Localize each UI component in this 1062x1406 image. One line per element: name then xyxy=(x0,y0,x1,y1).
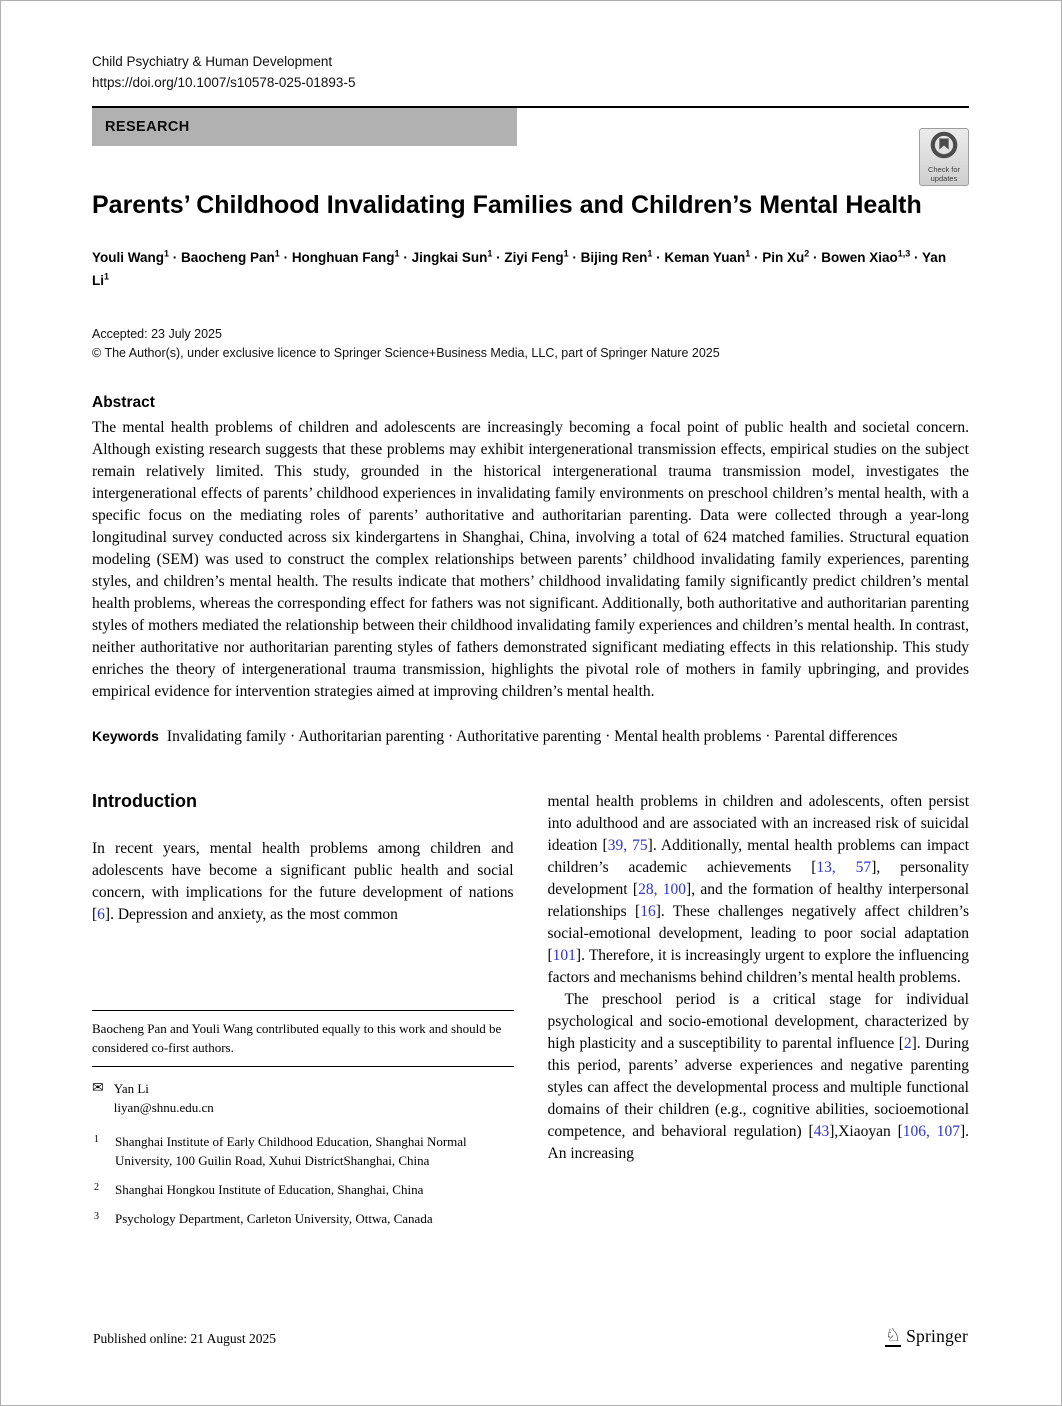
affiliation-item xyxy=(92,1132,472,1170)
body-text: . An increasing xyxy=(547,1123,969,1162)
introduction-heading: Introduction xyxy=(92,791,197,811)
affiliation-number: 1 xyxy=(94,1134,99,1145)
accepted-date: Accepted: 23 July 2025 xyxy=(92,327,222,341)
published-online: Published online: 21 August 2025 xyxy=(93,1331,277,1346)
body-paragraph: mental health problems in children and adolescents, often persist into adulthood and are associated with an increased risk of suicidal ideation [39, 75]. Additionally, mental health problems can impact children’s academic achievements [13, 57], personality development [28, 100], and the formation of healthy interpersonal relationships [16]. These challenges negatively affect children’s social-emotional development, leading to poor social adaptation [101]. Therefore, it is increasingly urgent to explore the influencing factors and mechanisms behind children’s mental health problems. xyxy=(547,793,969,986)
check-for-updates-label-line2: updates xyxy=(930,173,958,183)
section-row xyxy=(92,108,969,183)
equal-contribution-note: Baocheng Pan and Youli Wang contrlibuted equally to this work and should be considered co-first authors. xyxy=(92,1021,502,1055)
citation-link[interactable]: 2 xyxy=(903,1035,912,1052)
check-for-updates-badge[interactable] xyxy=(919,128,969,186)
author-name: Jingkai Sun$^1$ xyxy=(411,248,493,265)
author-affiliation-sup: 1 xyxy=(104,271,110,282)
author-name: Yan Li$^1$ xyxy=(92,250,947,288)
author-name: Baocheng Pan$^1$ xyxy=(181,248,280,265)
body-text: ,Xiaoyan xyxy=(834,1123,898,1140)
affiliation-text: Shanghai Hongkou Institute of Education, Shanghai, China xyxy=(115,1182,424,1197)
body-text: . Additionally, mental health problems can impact children’s academic achievements xyxy=(547,837,969,876)
affiliation-item xyxy=(92,1209,472,1228)
abstract-heading: Abstract xyxy=(92,394,155,411)
keywords-label: Keywords xyxy=(92,728,159,744)
footnote-rule-top xyxy=(92,1010,514,1011)
author-affiliation-sup: 1 xyxy=(274,248,280,259)
footnote-block xyxy=(92,1010,514,1228)
body-text: mental health problems in children and adolescents, often persist into adulthood and are associated with an increased risk of suicidal ideation xyxy=(547,793,969,854)
author-affiliation-sup: 1 xyxy=(647,248,653,259)
citation-link[interactable]: 13, 57 xyxy=(816,859,872,876)
springer-wordmark: Springer xyxy=(906,1326,968,1346)
author-affiliation-sup: 1 xyxy=(394,248,400,259)
springer-knight-icon: ♘ xyxy=(884,1325,902,1345)
doi-link[interactable]: https://doi.org/10.1007/s10578-025-01893-5 xyxy=(92,75,356,90)
crossmark-icon xyxy=(930,131,958,164)
author-name: Pin Xu$^2$ xyxy=(762,248,810,265)
author-affiliation-sup: 1 xyxy=(563,248,569,259)
envelope-icon: ✉ xyxy=(92,1081,104,1096)
author-affiliation-sup: 2 xyxy=(804,248,810,259)
body-columns xyxy=(92,791,969,1228)
footnote-rule-bottom xyxy=(92,1066,514,1067)
body-text: . Therefore, it is increasingly urgent to explore the influencing factors and mechanisms behind children’s mental health problems. xyxy=(547,947,969,986)
author-affiliation-sup: 1 xyxy=(164,248,170,259)
body-text: , personality development xyxy=(547,859,969,898)
citation-link[interactable]: 6 xyxy=(97,906,105,923)
keywords-line xyxy=(92,725,969,748)
section-label: RESEARCH xyxy=(92,108,517,146)
citation-link[interactable]: 43 xyxy=(813,1123,830,1140)
author-name: Keman Yuan$^1$ xyxy=(664,248,751,265)
body-text: . These challenges negatively affect children’s social-emotional development, leading to poor social adaptation xyxy=(547,903,969,942)
journal-header xyxy=(92,53,969,91)
body-text: . During this period, parents’ adverse experiences and negative parenting styles can affect the developmental process and multiple functional domains of their children (e.g., cognitive abilities, socioemotional competence, and behavioral regulation) xyxy=(547,1035,969,1140)
corresponding-author-email[interactable]: liyan@shnu.edu.cn xyxy=(113,1100,214,1115)
author-name: Bowen Xiao$^{1,3}$ xyxy=(821,248,911,265)
corresponding-author xyxy=(92,1079,514,1117)
author-name: Youli Wang$^1$ xyxy=(92,248,170,265)
introduction-paragraph: In recent years, mental health problems among children and adolescents have become a significant public health and social concern, with implications for the future development of nations [6]. Depression and anxiety, as the most common xyxy=(92,840,514,923)
author-affiliation-sup: 1,3 xyxy=(897,248,911,259)
affiliation-text: Shanghai Institute of Early Childhood Education, Shanghai Normal University, 100 Guilin Road, Xuhui DistrictShanghai, China xyxy=(115,1134,467,1168)
page-footer xyxy=(93,1326,968,1347)
citation-link[interactable]: 16 xyxy=(640,903,656,920)
author-name: Honghuan Fang$^1$ xyxy=(291,248,400,265)
citation-link[interactable]: 106, 107 xyxy=(902,1123,960,1140)
affiliation-number: 2 xyxy=(94,1182,99,1193)
body-paragraph: The preschool period is a critical stage for individual psychological and socio-emotional development, characterized by high plasticity and a susceptibility to parental influence [2]. During this period, parents’ adverse experiences and negative parenting styles can affect the developmental process and multiple functional domains of their children (e.g., cognitive abilities, socioemotional competence, and behavioral regulation) [43],Xiaoyan [106, 107]. An increasing xyxy=(547,991,969,1162)
check-for-updates-label-line1: Check for xyxy=(927,165,961,174)
body-text: , and the formation of healthy interpersonal relationships xyxy=(547,881,969,920)
keywords-text: Invalidating family · Authoritarian parenting · Authoritative parenting · Mental health problems · Parental differences xyxy=(166,728,898,745)
left-column xyxy=(92,791,514,1228)
author-affiliation-sup: 1 xyxy=(745,248,751,259)
copyright-line: © The Author(s), under exclusive licence to Springer Science+Business Media, LLC, part of Springer Nature 2025 xyxy=(92,346,720,360)
citation-link[interactable]: 39, 75 xyxy=(607,837,648,854)
author-affiliation-sup: 1 xyxy=(487,248,493,259)
affiliation-text: Psychology Department, Carleton University, Ottwa, Canada xyxy=(115,1211,433,1226)
affiliation-number: 3 xyxy=(94,1211,99,1222)
affiliation-item xyxy=(92,1180,472,1199)
abstract-text: The mental health problems of children and adolescents are increasingly becoming a focal point of public health and societal concern. Although existing research suggests that these problems may exhibit intergenerational transmission effects, empirical studies on the subject remain relatively limited. This study, grounded in the historical intergenerational trauma transmission model, investigates the intergenerational effects of parents’ childhood experiences in invalidating family environments on preschool children’s mental health, with a specific focus on the mediating roles of parents’ authoritative and authoritarian parenting. Data were collected through a year-long longitudinal survey conducted across six kindergartens in Shanghai, China, involving a total of 624 matched families. Structural equation modeling (SEM) was used to construct the complex relationships between parents’ childhood invalidating family experiences, parenting styles, and children’s mental health. The results indicate that mothers’ childhood invalidating family significantly predict children’s mental health problems, whereas the corresponding effect for fathers was not significant. Additionally, both authoritative and authoritarian parenting styles of mothers mediated the relationship between their childhood invalidating family experiences and children’s mental health. In contrast, neither authoritative nor authoritarian parenting styles of fathers demonstrated significant mediating effects in this relationship. This study enriches the theory of intergenerational trauma transmission, highlights the pivotal role of mothers in family upbringing, and provides empirical evidence for intervention strategies aimed at improving children’s mental health. xyxy=(92,419,969,700)
citation-link[interactable]: 101 xyxy=(552,947,576,964)
citation-link[interactable]: 28, 100 xyxy=(638,881,687,898)
body-text: The preschool period is a critical stage for individual psychological and socio-emotional development, characterized by high plasticity and a susceptibility to parental influence xyxy=(547,991,969,1052)
affiliation-list xyxy=(92,1132,514,1228)
springer-logo xyxy=(885,1326,968,1347)
body-text: . Depression and anxiety, as the most common xyxy=(110,906,398,923)
article-title: Parents’ Childhood Invalidating Families and Children’s Mental Health xyxy=(92,191,922,219)
article-meta xyxy=(92,325,969,363)
author-name: Ziyi Feng$^1$ xyxy=(504,248,569,265)
body-text: In recent years, mental health problems among children and adolescents have become a significant public health and social concern, with implications for the future development of nations xyxy=(92,840,514,901)
right-column xyxy=(548,791,970,1228)
author-name: Bijing Ren$^1$ xyxy=(580,248,653,265)
journal-name: Child Psychiatry & Human Development xyxy=(92,54,333,69)
author-list: Youli Wang$^1$ · Baocheng Pan$^1$ · Honghuan Fang$^1$ · Jingkai Sun$^1$ · Ziyi Feng$^1$ · Bijing Ren$^1$ · Keman Yuan$^1$ · Pin $Xu^2$ · Bowen Xiao$^{1,3}$ · Yan Li$^1$ xyxy=(92,248,947,288)
corresponding-author-name: Yan Li xyxy=(113,1081,149,1096)
